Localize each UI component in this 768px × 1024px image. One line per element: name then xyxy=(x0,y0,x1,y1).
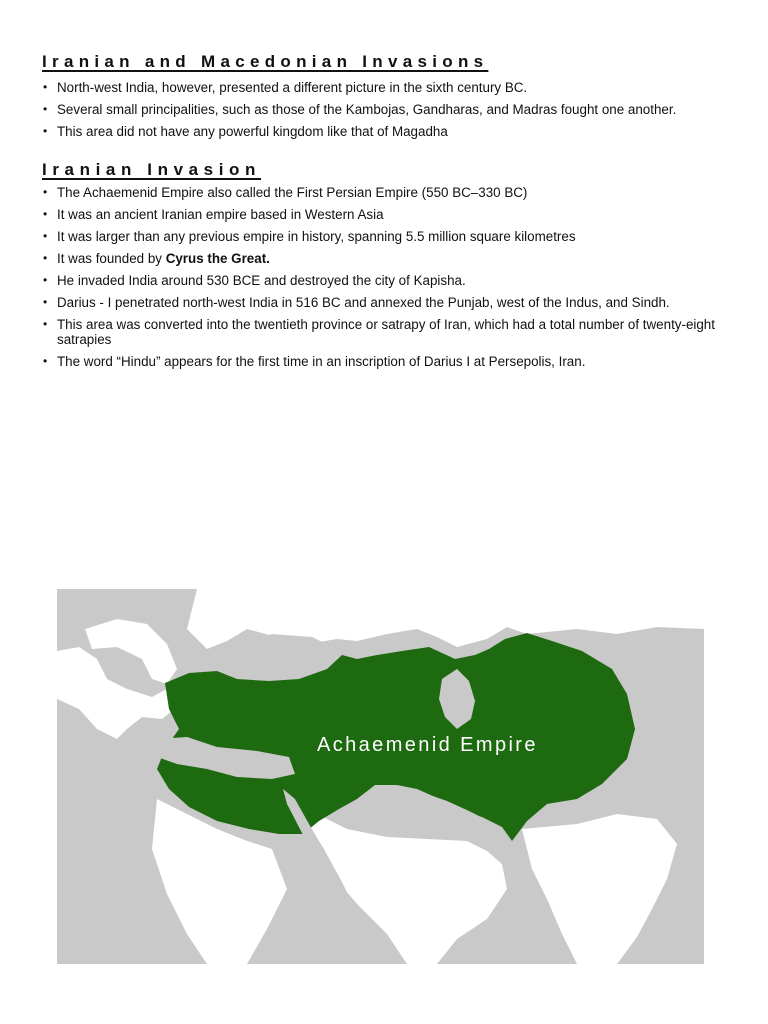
founder-name: Cyrus the Great. xyxy=(165,251,270,266)
bullet-list-invasions xyxy=(42,80,742,146)
bullet-item: • This area was converted into the twentieth province or satrapy of Iran, which had a total number of twenty-eight satrapies xyxy=(42,317,742,347)
bullet-item: • It was larger than any previous empire in history, spanning 5.5 million square kilometres xyxy=(42,229,742,244)
bullet-item-founder xyxy=(42,251,742,266)
bullet-item: • Darius - I penetrated north-west India in 516 BC and annexed the Punjab, west of the Indus, and Sindh. xyxy=(42,295,742,310)
bullet-list-iranian-invasion xyxy=(42,185,742,376)
section-heading-iranian-invasion: Iranian Invasion xyxy=(42,160,262,179)
bullet-item: • He invaded India around 530 BCE and destroyed the city of Kapisha. xyxy=(42,273,742,288)
bullet-item: • North-west India, however, presented a different picture in the sixth century BC. xyxy=(42,80,742,95)
bullet-item: • This area did not have any powerful kingdom like that of Magadha xyxy=(42,124,742,139)
bullet-item: • The Achaemenid Empire also called the First Persian Empire (550 BC–330 BC) xyxy=(42,185,742,200)
founder-prefix: It was founded by xyxy=(57,251,166,266)
bullet-item: • Several small principalities, such as those of the Kambojas, Gandharas, and Madras fought one another. xyxy=(42,102,742,117)
achaemenid-empire-map xyxy=(57,589,704,964)
section-heading-invasions: Iranian and Macedonian Invasions xyxy=(42,52,489,71)
bullet-item: • The word “Hindu” appears for the first time in an inscription of Darius I at Persepolis, Iran. xyxy=(42,354,742,369)
map-label-achaemenid-empire: Achaemenid Empire xyxy=(317,734,538,756)
bullet-item: • It was an ancient Iranian empire based in Western Asia xyxy=(42,207,742,222)
map-graphic xyxy=(57,589,704,964)
